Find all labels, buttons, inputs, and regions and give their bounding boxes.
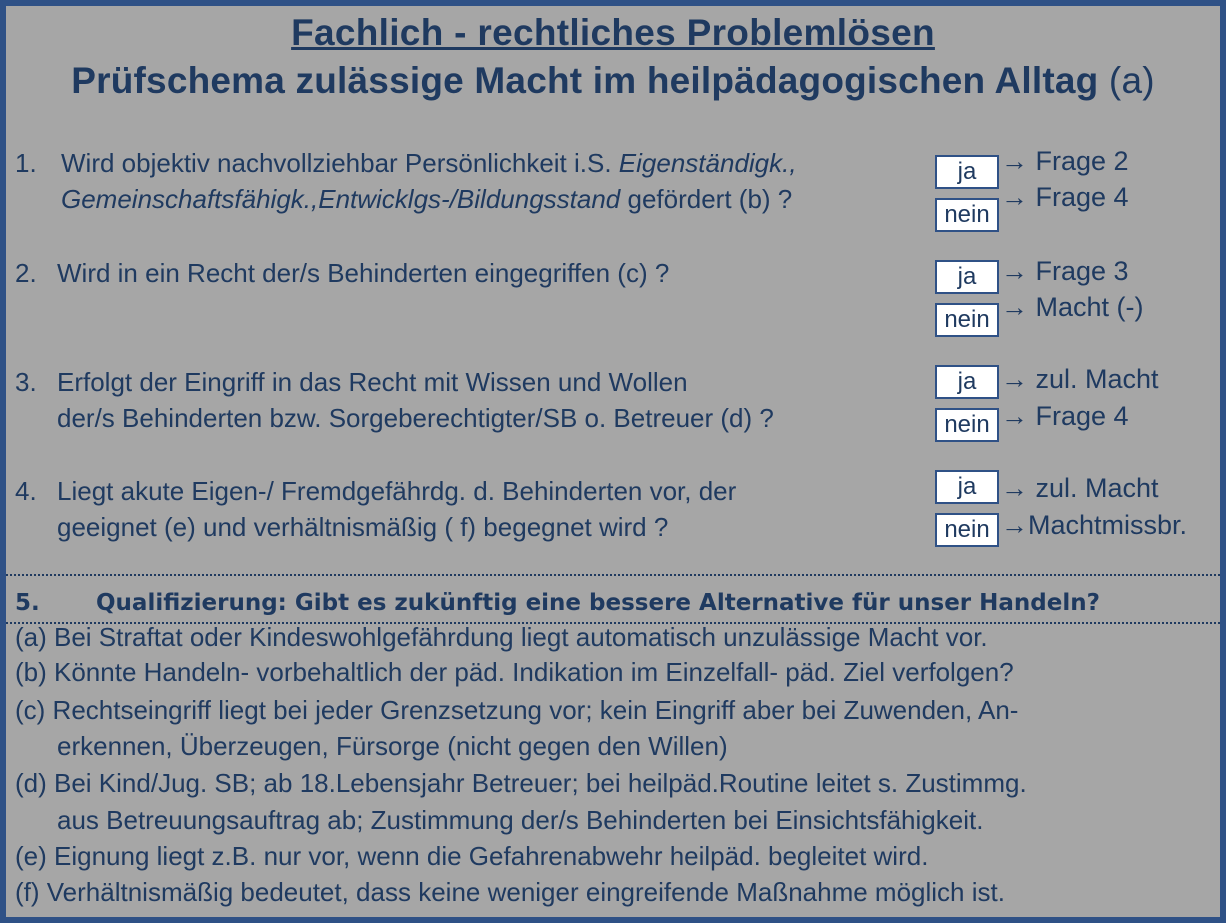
- yes-target: → zul. Macht: [1001, 473, 1159, 503]
- footnote-f: (f) Verhältnismäßig bedeutet, dass keine weniger eingreifende Maßnahme möglich ist.: [15, 877, 1005, 907]
- question-text-italic: Gemeinschaftsfähigk.,Entwicklgs-/Bildungsstand: [61, 184, 621, 214]
- separator-top: [6, 574, 1220, 576]
- title-line-2: [6, 60, 1220, 102]
- answer-box-yes: ja: [935, 365, 999, 399]
- footnote-d-line-1: (d) Bei Kind/Jug. SB; ab 18.Lebensjahr Betreuer; bei heilpäd.Routine leitet s. Zustimmg.: [15, 768, 1027, 798]
- question-text-line-2: [61, 181, 792, 218]
- question-number: 2.: [15, 258, 37, 288]
- question-text-line-1: Wird in ein Recht der/s Behinderten eingegriffen (c) ?: [57, 258, 670, 288]
- title-line-2-main: Prüfschema zulässige Macht im heilpädagogischen Alltag: [71, 60, 1099, 101]
- no-target: → Frage 4: [1001, 401, 1129, 431]
- footnote-c-line-2: erkennen, Überzeugen, Fürsorge (nicht gegen den Willen): [57, 731, 728, 761]
- question-text-italic: Eigenständigk.,: [618, 148, 797, 178]
- question-number: 1.: [15, 148, 37, 178]
- answer-box-no: nein: [935, 408, 999, 442]
- question-text-plain: Wird objektiv nachvollziehbar Persönlichkeit i.S.: [61, 148, 619, 178]
- question-text-line-2: geeignet (e) und verhältnismäßig ( f) begegnet wird ?: [57, 512, 669, 542]
- yes-target: → zul. Macht: [1001, 364, 1159, 394]
- question-text-line-1: Liegt akute Eigen-/ Fremdgefährdg. d. Behinderten vor, der: [57, 476, 737, 506]
- slide-canvas: [6, 6, 1220, 917]
- footnote-a: (a) Bei Straftat oder Kindeswohlgefährdung liegt automatisch unzulässige Macht vor.: [15, 622, 988, 652]
- no-target: → Frage 4: [1001, 182, 1129, 212]
- question-number: 4.: [15, 476, 37, 506]
- question-text-plain: gefördert (b) ?: [620, 184, 793, 214]
- no-target: → Macht (-): [1001, 292, 1144, 322]
- footnote-e: (e) Eignung liegt z.B. nur vor, wenn die Gefahrenabwehr heilpäd. begleitet wird.: [15, 841, 929, 871]
- title-line-2-footnote-ref: (a): [1098, 60, 1155, 101]
- answer-box-yes: ja: [935, 470, 999, 504]
- question-text-line-2: der/s Behinderten bzw. Sorgeberechtigter/SB o. Betreuer (d) ?: [57, 403, 774, 433]
- answer-box-yes: ja: [935, 155, 999, 189]
- footnote-b: (b) Könnte Handeln- vorbehaltlich der päd. Indikation im Einzelfall- päd. Ziel verfolgen?: [15, 657, 1014, 687]
- title-line-1: Fachlich - rechtliches Problemlösen: [291, 12, 935, 53]
- yes-target: → Frage 2: [1001, 146, 1129, 176]
- answer-box-no: nein: [935, 303, 999, 337]
- yes-target: → Frage 3: [1001, 256, 1129, 286]
- footnote-d-line-2: aus Betreuungsauftrag ab; Zustimmung der/s Behinderten bei Einsichtsfähigkeit.: [57, 805, 984, 835]
- answer-box-yes: ja: [935, 260, 999, 294]
- qualification-text: Qualifizierung: Gibt es zukünftig eine bessere Alternative für unser Handeln?: [96, 590, 1100, 616]
- question-number: 3.: [15, 367, 37, 397]
- question-text-line-1: [61, 145, 797, 182]
- no-target: →Machtmissbr.: [1001, 510, 1188, 540]
- footnote-c-line-1: (c) Rechtseingriff liegt bei jeder Grenzsetzung vor; kein Eingriff aber bei Zuwenden, An-: [15, 695, 1019, 725]
- question-text-line-1: Erfolgt der Eingriff in das Recht mit Wissen und Wollen: [57, 367, 688, 397]
- answer-box-no: nein: [935, 198, 999, 232]
- answer-box-no: nein: [935, 513, 999, 547]
- qualification-number: 5.: [15, 590, 40, 616]
